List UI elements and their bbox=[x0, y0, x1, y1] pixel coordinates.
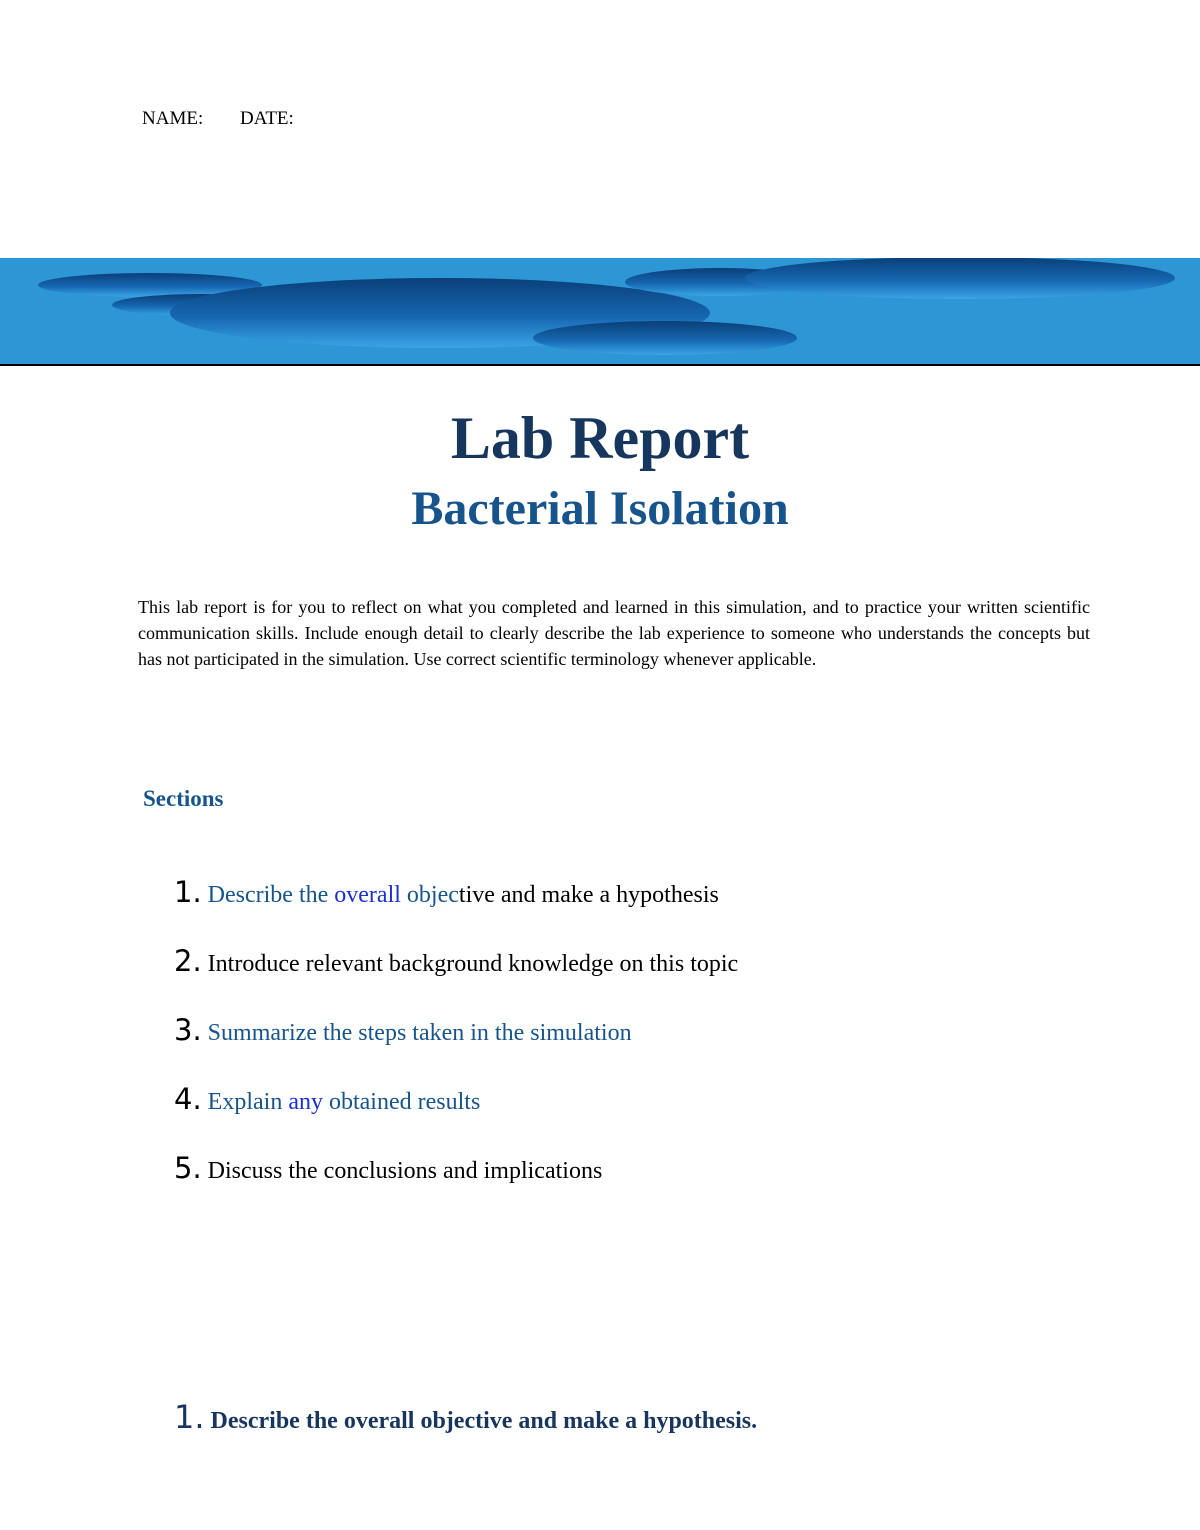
item-text-part: overall bbox=[334, 882, 401, 908]
section-number: 1. bbox=[174, 1398, 205, 1436]
header-fields bbox=[142, 108, 326, 130]
list-item bbox=[174, 1010, 738, 1079]
list-number: 3. bbox=[174, 1013, 202, 1047]
list-item bbox=[174, 1148, 738, 1217]
item-text: Discuss the conclusions and implications bbox=[207, 1158, 603, 1184]
banner-graphic bbox=[0, 258, 1200, 366]
list-number: 1. bbox=[174, 875, 202, 909]
banner-blob bbox=[533, 321, 797, 355]
list-number: 4. bbox=[174, 1082, 202, 1116]
sections-heading: Sections bbox=[143, 786, 224, 811]
list-item bbox=[174, 872, 738, 941]
intro-paragraph: This lab report is for you to reflect on what you completed and learned in this simulation, and to practice your written scientific communication skills. Include enough detail to clearly describe the lab experience to someone who understands the concepts but has not participated in the simulation. Use correct scientific terminology whenever applicable. bbox=[138, 597, 1090, 669]
item-text-part: any bbox=[288, 1089, 323, 1115]
page-subtitle: Bacterial Isolation bbox=[411, 482, 789, 535]
list-number: 5. bbox=[174, 1151, 202, 1185]
list-item bbox=[174, 941, 738, 1010]
item-text: Summarize the steps taken in the simulation bbox=[207, 1020, 632, 1046]
sections-list bbox=[174, 872, 738, 1217]
decorative-banner bbox=[0, 258, 1200, 366]
item-text-part: objec bbox=[400, 882, 459, 908]
banner-blob bbox=[745, 258, 1175, 299]
section-title: Describe the overall objective and make a hypothesis. bbox=[210, 1408, 758, 1434]
section-1-heading bbox=[174, 1398, 757, 1436]
item-text: Introduce relevant background knowledge on this topic bbox=[207, 951, 739, 977]
page-title: Lab Report bbox=[450, 405, 750, 471]
item-text-part: obtained results bbox=[322, 1089, 481, 1115]
item-text-part: Describe the bbox=[207, 882, 335, 908]
date-label: DATE: bbox=[239, 108, 294, 129]
name-label: NAME: bbox=[142, 108, 204, 129]
list-number: 2. bbox=[174, 944, 202, 978]
item-text-part: Explain bbox=[207, 1089, 289, 1115]
list-item bbox=[174, 1079, 738, 1148]
item-text-part: tive and make a hypothesis bbox=[458, 882, 719, 908]
